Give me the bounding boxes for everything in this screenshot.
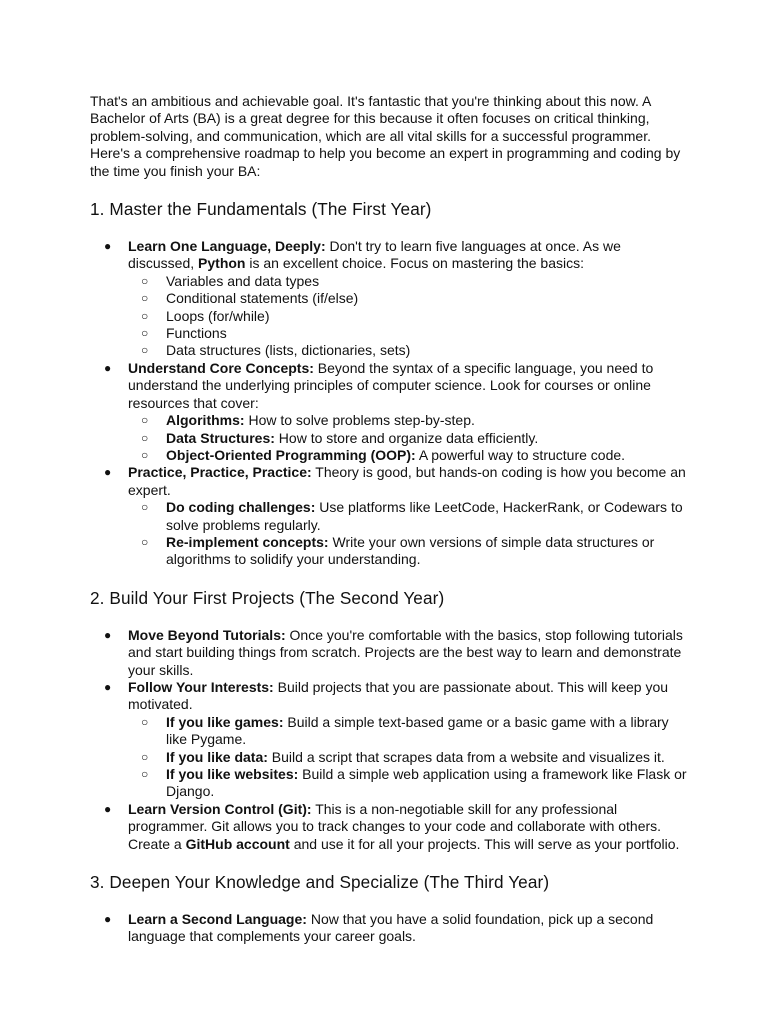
item-text: Beyond the syntax of a specific language, you need to understand the underlying principles of computer science. Look for courses or online resources that cover:: [128, 359, 654, 411]
sub-list-item: ○ Data structures (lists, dictionaries, sets): [141, 342, 411, 359]
item-text: Build projects that you are passionate about. This will keep you motivated.: [128, 678, 669, 713]
item-text: and use it for all your projects. This will serve as your portfolio.: [289, 835, 680, 852]
hollow-bullet-icon: ○: [141, 308, 149, 323]
bullet-icon: ●: [104, 627, 112, 642]
item-text: Now that you have a solid foundation, pick up a second language that complements your career goals.: [128, 911, 654, 945]
list-item: [90, 627, 690, 679]
sub-list-item: ○ If you like websites: Build a simple web application using a framework like Flask or Django.: [141, 766, 687, 800]
item-title: Learn One Language, Deeply:: [128, 238, 326, 255]
section-1-heading: 1. Master the Fundamentals (The First Year): [90, 199, 432, 220]
sub-list: [128, 499, 690, 569]
item-title: Practice, Practice, Practice:: [128, 464, 312, 481]
item-text: Don't try to learn five languages at once. As we discussed,: [128, 238, 621, 272]
hollow-bullet-icon: ○: [141, 534, 149, 549]
hollow-bullet-icon: ○: [141, 430, 149, 445]
hollow-bullet-icon: ○: [141, 500, 149, 515]
item-emphasis: GitHub account: [185, 835, 290, 852]
list-item: [90, 238, 690, 360]
bullet-icon: ●: [104, 801, 112, 816]
list-item: [90, 360, 690, 464]
item-text: is an excellent choice. Focus on mastering the basics:: [245, 255, 585, 272]
intro-paragraph: That's an ambitious and achievable goal. It's fantastic that you're thinking about this now. A Bachelor of Arts (BA) is a great degree for this because it often focuses on critical thinking, problem-solving, and communication, which are all vital skills for a successful programmer. Here's a comprehensive roadmap to help you become an expert in programming and coding by the time you finish your BA:: [90, 93, 681, 179]
item-text: Once you're comfortable with the basics, stop following tutorials and start building things from scratch. Projects are the best way to learn and demonstrate your skills.: [128, 626, 683, 678]
bullet-icon: ●: [104, 360, 112, 375]
item-title: Follow Your Interests:: [128, 678, 274, 695]
hollow-bullet-icon: ○: [141, 326, 149, 341]
sub-list-item: ○ Do coding challenges: Use platforms like LeetCode, HackerRank, or Codewars to solve problems regularly.: [141, 499, 683, 533]
sub-list-item: ○ If you like data: Build a script that scrapes data from a website and visualizes it.: [141, 748, 665, 765]
item-title: Move Beyond Tutorials:: [128, 626, 286, 643]
bullet-icon: ●: [104, 239, 112, 254]
item-title: Learn Version Control (Git):: [128, 800, 312, 817]
sub-list: [128, 273, 690, 360]
section-3-list: [90, 911, 690, 946]
item-text: This is a non-negotiable skill for any professional programmer. Git allows you to track changes to your code and collaborate with others. Create a: [128, 800, 662, 852]
hollow-bullet-icon: ○: [141, 273, 149, 288]
item-title: Learn a Second Language:: [128, 911, 307, 928]
sub-list-item: ○ Loops (for/while): [141, 307, 270, 324]
item-title: Understand Core Concepts:: [128, 359, 314, 376]
item-emphasis: Python: [198, 255, 246, 272]
section-3-heading: 3. Deepen Your Knowledge and Specialize (The Third Year): [90, 872, 550, 893]
sub-list-item: ○ Re-implement concepts: Write your own versions of simple data structures or algorithms to solidify your understanding.: [141, 533, 655, 568]
sub-list-item: ○ Object-Oriented Programming (OOP): A powerful way to structure code.: [141, 446, 626, 463]
list-item: [90, 911, 690, 946]
document-body: [90, 93, 690, 946]
sub-list-item: ○ Conditional statements (if/else): [141, 290, 359, 307]
hollow-bullet-icon: ○: [141, 291, 149, 306]
bullet-icon: ●: [104, 912, 112, 927]
hollow-bullet-icon: ○: [141, 413, 149, 428]
hollow-bullet-icon: ○: [141, 714, 149, 729]
hollow-bullet-icon: ○: [141, 447, 149, 462]
sub-list-item: ○ If you like games: Build a simple text-based game or a basic game with a library like Pygame.: [141, 713, 669, 748]
section-2-heading: 2. Build Your First Projects (The Second Year): [90, 587, 445, 608]
list-item: [90, 801, 690, 853]
sub-list: [128, 412, 690, 464]
sub-list-item: ○ Algorithms: How to solve problems step-by-step.: [141, 412, 475, 429]
sub-list-item: ○ Variables and data types: [141, 272, 320, 289]
section-1-list: [90, 238, 690, 569]
bullet-icon: ●: [104, 679, 112, 694]
hollow-bullet-icon: ○: [141, 343, 149, 358]
hollow-bullet-icon: ○: [141, 749, 149, 764]
list-item: [90, 464, 690, 568]
list-item: [90, 679, 690, 801]
sub-list: [128, 714, 690, 801]
bullet-icon: ●: [104, 465, 112, 480]
hollow-bullet-icon: ○: [141, 767, 149, 781]
sub-list-item: ○ Functions: [141, 325, 227, 342]
item-text: Theory is good, but hands-on coding is how you become an expert.: [128, 464, 686, 498]
section-2-list: [90, 627, 690, 853]
sub-list-item: ○ Data Structures: How to store and organize data efficiently.: [141, 429, 539, 446]
